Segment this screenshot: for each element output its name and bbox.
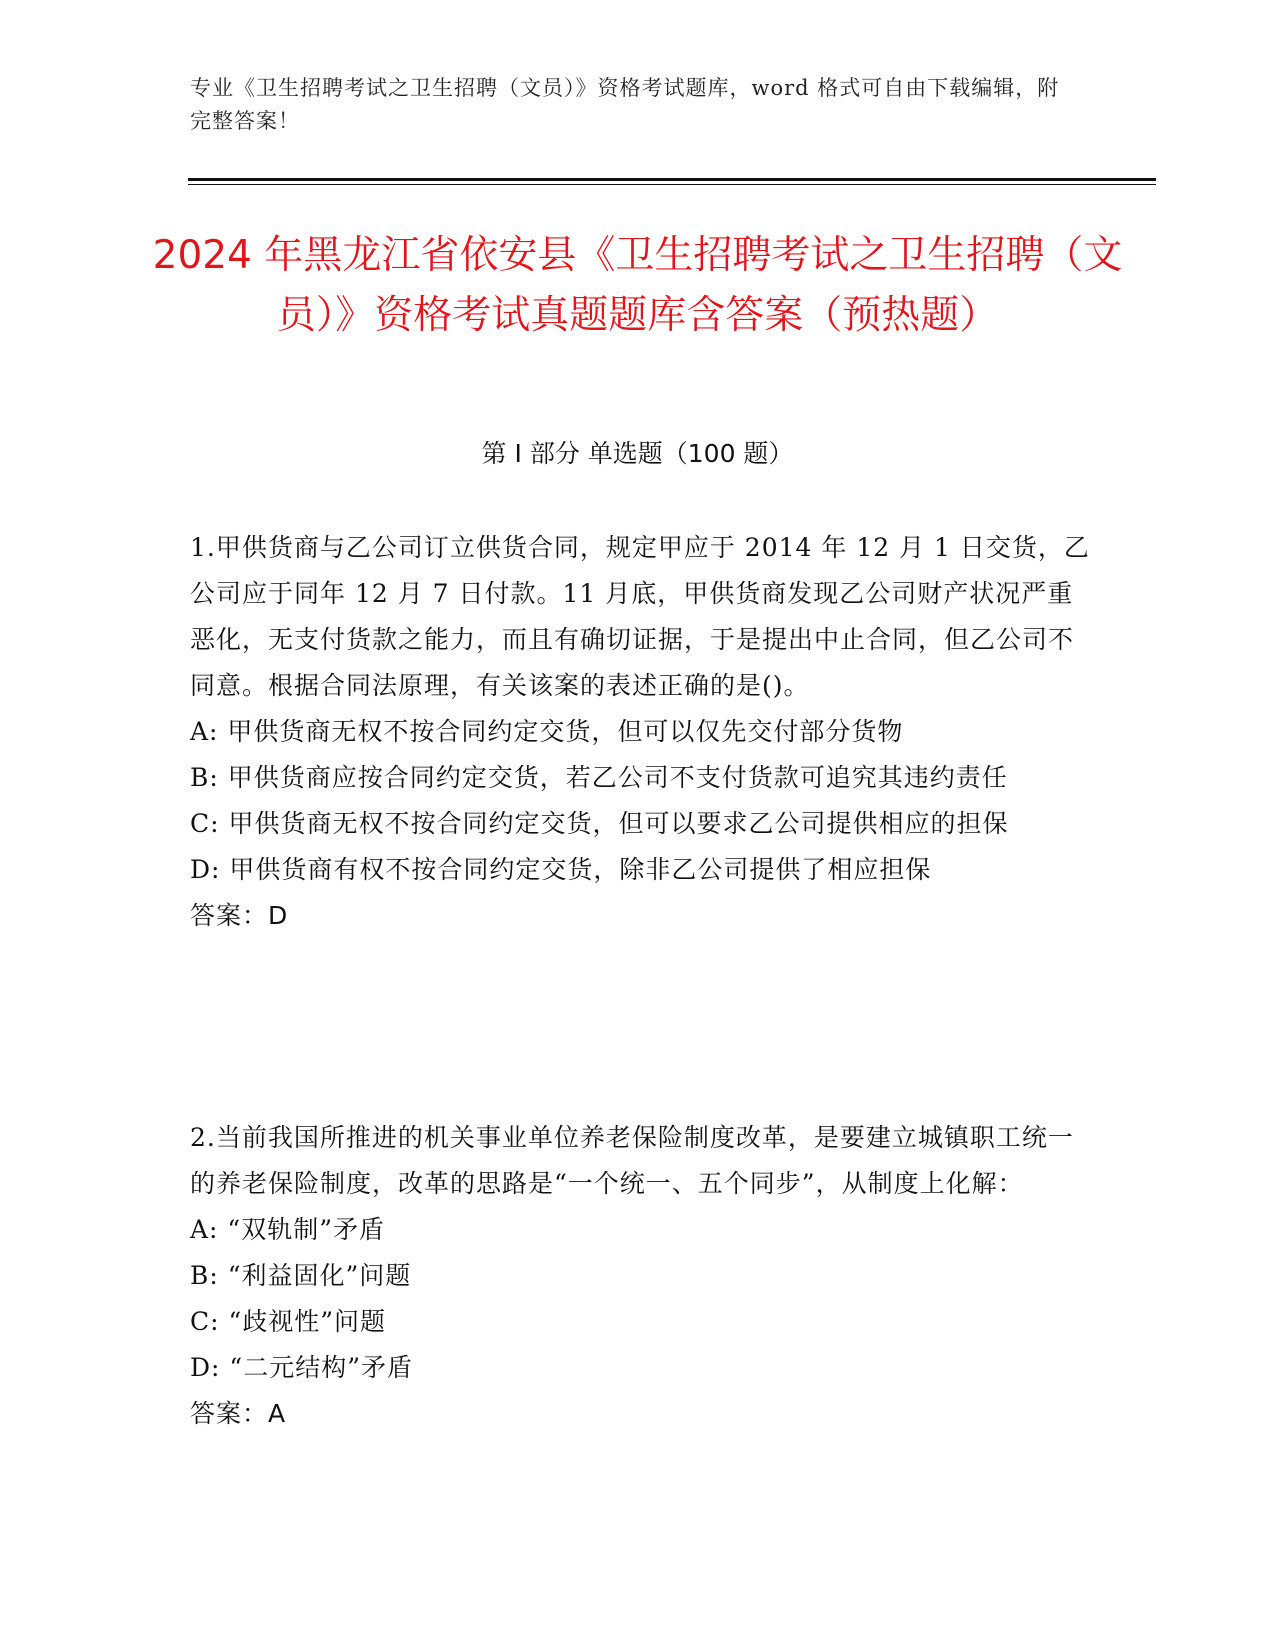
option-d: D: “二元结构”矛盾 bbox=[190, 1353, 413, 1382]
option-a: A: 甲供货商无权不按合同约定交货，但可以仅先交付部分货物 bbox=[190, 717, 904, 746]
header-divider-thick bbox=[188, 178, 1156, 181]
header-note: 专业《卫生招聘考试之卫生招聘（文员）》资格考试题库，word 格式可自由下载编辑，附完整答案！ bbox=[190, 76, 1060, 133]
question-1 bbox=[190, 525, 1090, 939]
answer-label: 答案：D bbox=[190, 901, 289, 930]
option-d: D: 甲供货商有权不按合同约定交货，除非乙公司提供了相应担保 bbox=[190, 855, 932, 884]
option-a: A: “双轨制”矛盾 bbox=[190, 1215, 385, 1244]
question-stem: 1.甲供货商与乙公司订立供货合同，规定甲应于 2014 年 12 月 1 日交货，乙公司应于同年 12 月 7 日付款。11 月底，甲供货商发现乙公司财产状况严重恶化，无支付货款之能力，而且有确切证据，于是提出中止合同，但乙公司不同意。根据合同法原理，有关该案的表述正确的是()。 bbox=[190, 533, 1090, 700]
question-2 bbox=[190, 1115, 1090, 1437]
option-b: B: “利益固化”问题 bbox=[190, 1261, 412, 1290]
option-b: B: 甲供货商应按合同约定交货，若乙公司不支付货款可追究其违约责任 bbox=[190, 763, 1008, 792]
section-heading: 第 I 部分 单选题（100 题） bbox=[481, 439, 794, 468]
answer-label: 答案：A bbox=[190, 1399, 287, 1428]
document-title: 2024 年黑龙江省依安县《卫生招聘考试之卫生招聘（文员）》资格考试真题题库含答案（预热题） bbox=[152, 233, 1123, 338]
header-divider-thin bbox=[188, 184, 1156, 185]
question-stem: 2.当前我国所推进的机关事业单位养老保险制度改革，是要建立城镇职工统一的养老保险制度，改革的思路是“一个统一、五个同步”，从制度上化解： bbox=[190, 1123, 1074, 1198]
option-c: C: 甲供货商无权不按合同约定交货，但可以要求乙公司提供相应的担保 bbox=[190, 809, 1009, 838]
option-c: C: “歧视性”问题 bbox=[190, 1307, 387, 1336]
